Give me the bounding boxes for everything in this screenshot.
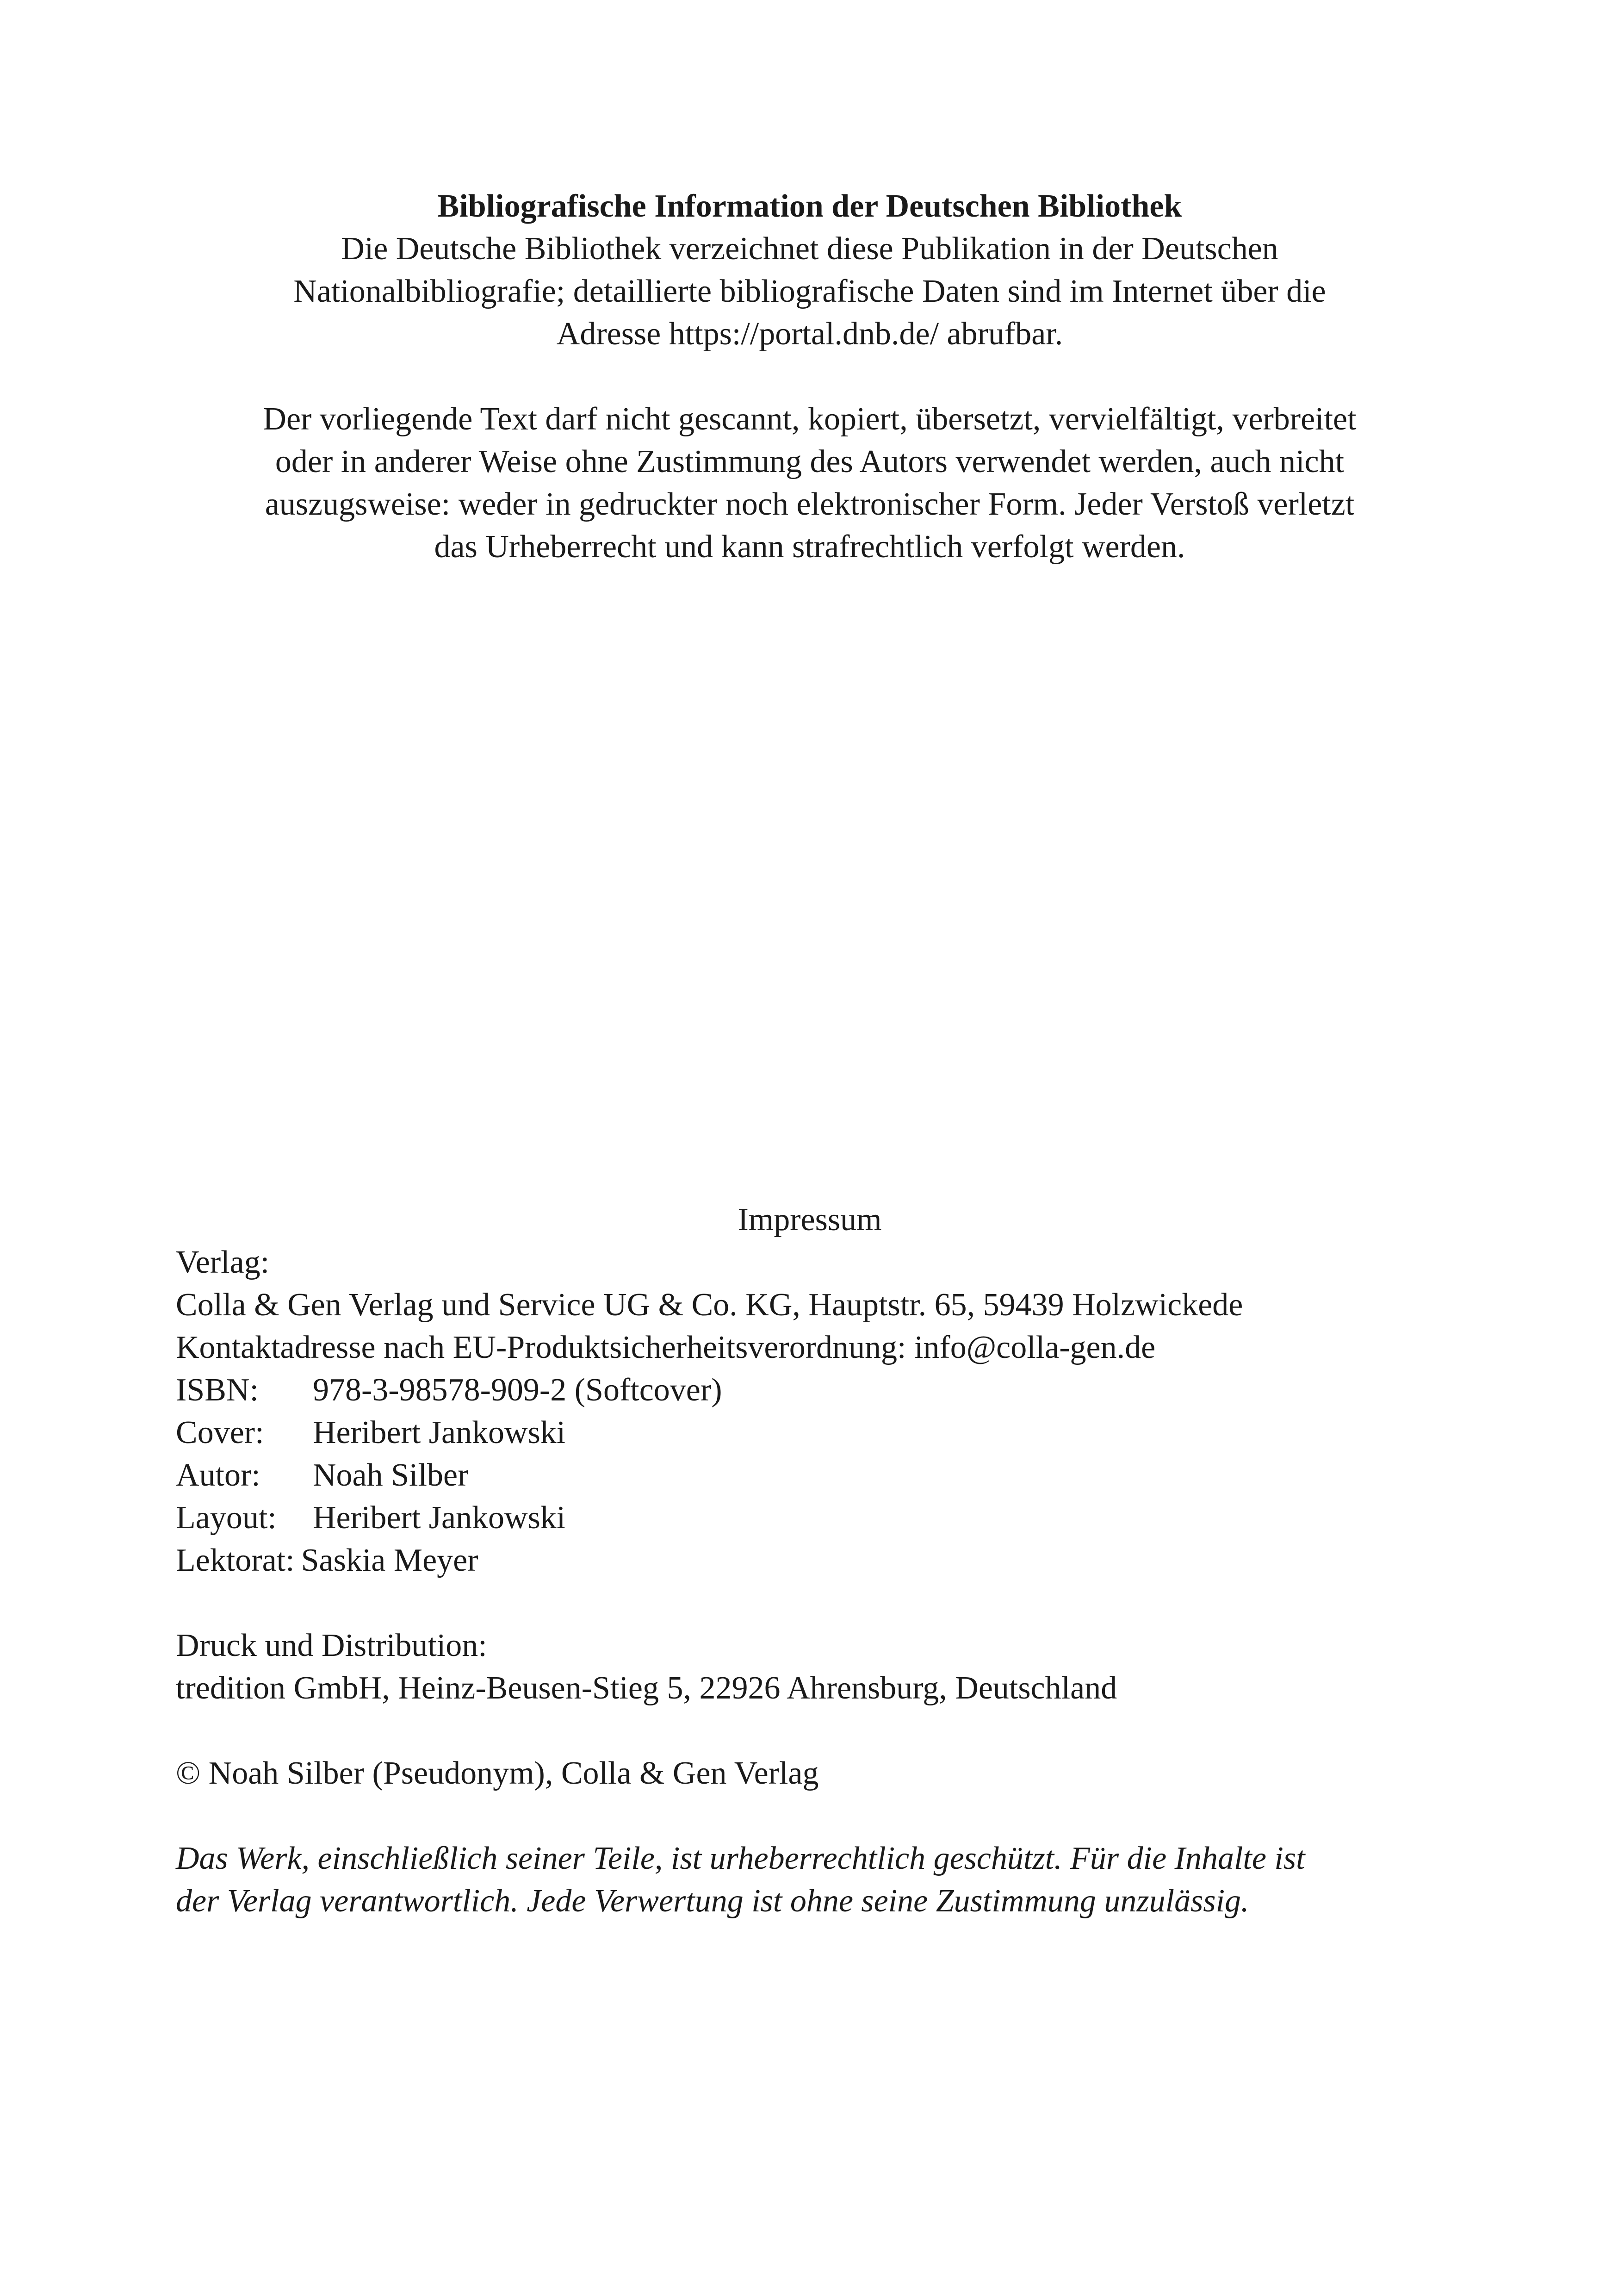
imprint-block xyxy=(176,1199,1444,1923)
copyright-line: © Noah Silber (Pseudonym), Colla & Gen Verlag xyxy=(176,1755,819,1791)
copyright-notice-line: auszugsweise: weder in gedruckter noch elektronischer Form. Jeder Verstoß verletzt xyxy=(265,486,1355,522)
isbn-row xyxy=(176,1369,1444,1412)
bibliographic-heading: Bibliografische Information der Deutschen Bibliothek xyxy=(437,188,1182,224)
spacer xyxy=(176,1582,1444,1624)
spacer xyxy=(176,355,1444,398)
spacer xyxy=(176,1710,1444,1752)
print-address: tredition GmbH, Heinz-Beusen-Stieg 5, 22926 Ahrensburg, Deutschland xyxy=(176,1670,1117,1706)
cover-row xyxy=(176,1412,1444,1454)
author-row xyxy=(176,1454,1444,1497)
spacer xyxy=(176,1795,1444,1837)
author-label: Autor: xyxy=(176,1457,260,1493)
author-value: Noah Silber xyxy=(313,1457,469,1493)
editor-value: Saskia Meyer xyxy=(301,1543,478,1578)
bibliographic-line: Adresse https://portal.dnb.de/ abrufbar. xyxy=(556,316,1063,352)
legal-note-line: der Verlag verantwortlich. Jede Verwertung ist ohne seine Zustimmung unzulässig. xyxy=(176,1883,1249,1919)
layout-label: Layout: xyxy=(176,1500,277,1536)
editor-row xyxy=(176,1539,1444,1582)
bibliographic-info-block xyxy=(176,185,1444,568)
isbn-value: 978-3-98578-909-2 (Softcover) xyxy=(313,1372,722,1408)
publisher-label: Verlag: xyxy=(176,1244,270,1280)
bibliographic-line: Die Deutsche Bibliothek verzeichnet diese Publikation in der Deutschen xyxy=(341,231,1278,267)
legal-note-line: Das Werk, einschließlich seiner Teile, ist urheberrechtlich geschützt. Für die Inhalte ist xyxy=(176,1841,1305,1876)
layout-row xyxy=(176,1497,1444,1539)
isbn-label: ISBN: xyxy=(176,1372,259,1408)
copyright-notice-line: Der vorliegende Text darf nicht gescannt, kopiert, übersetzt, vervielfältigt, verbreitet xyxy=(263,401,1357,437)
copyright-notice-line: das Urheberrecht und kann strafrechtlich verfolgt werden. xyxy=(434,529,1185,565)
cover-value: Heribert Jankowski xyxy=(313,1415,566,1450)
copyright-notice-line: oder in anderer Weise ohne Zustimmung des Autors verwendet werden, auch nicht xyxy=(275,444,1345,479)
editor-label: Lektorat: xyxy=(176,1543,295,1578)
imprint-title: Impressum xyxy=(738,1202,882,1238)
publisher-address: Colla & Gen Verlag und Service UG & Co. KG, Hauptstr. 65, 59439 Holzwickede xyxy=(176,1287,1243,1323)
layout-value: Heribert Jankowski xyxy=(313,1500,566,1536)
contact-address: Kontaktadresse nach EU-Produktsicherheitsverordnung: info@colla-gen.de xyxy=(176,1330,1156,1365)
print-label: Druck und Distribution: xyxy=(176,1628,487,1663)
cover-label: Cover: xyxy=(176,1415,264,1450)
bibliographic-line: Nationalbibliografie; detaillierte bibliografische Daten sind im Internet über die xyxy=(293,274,1326,309)
